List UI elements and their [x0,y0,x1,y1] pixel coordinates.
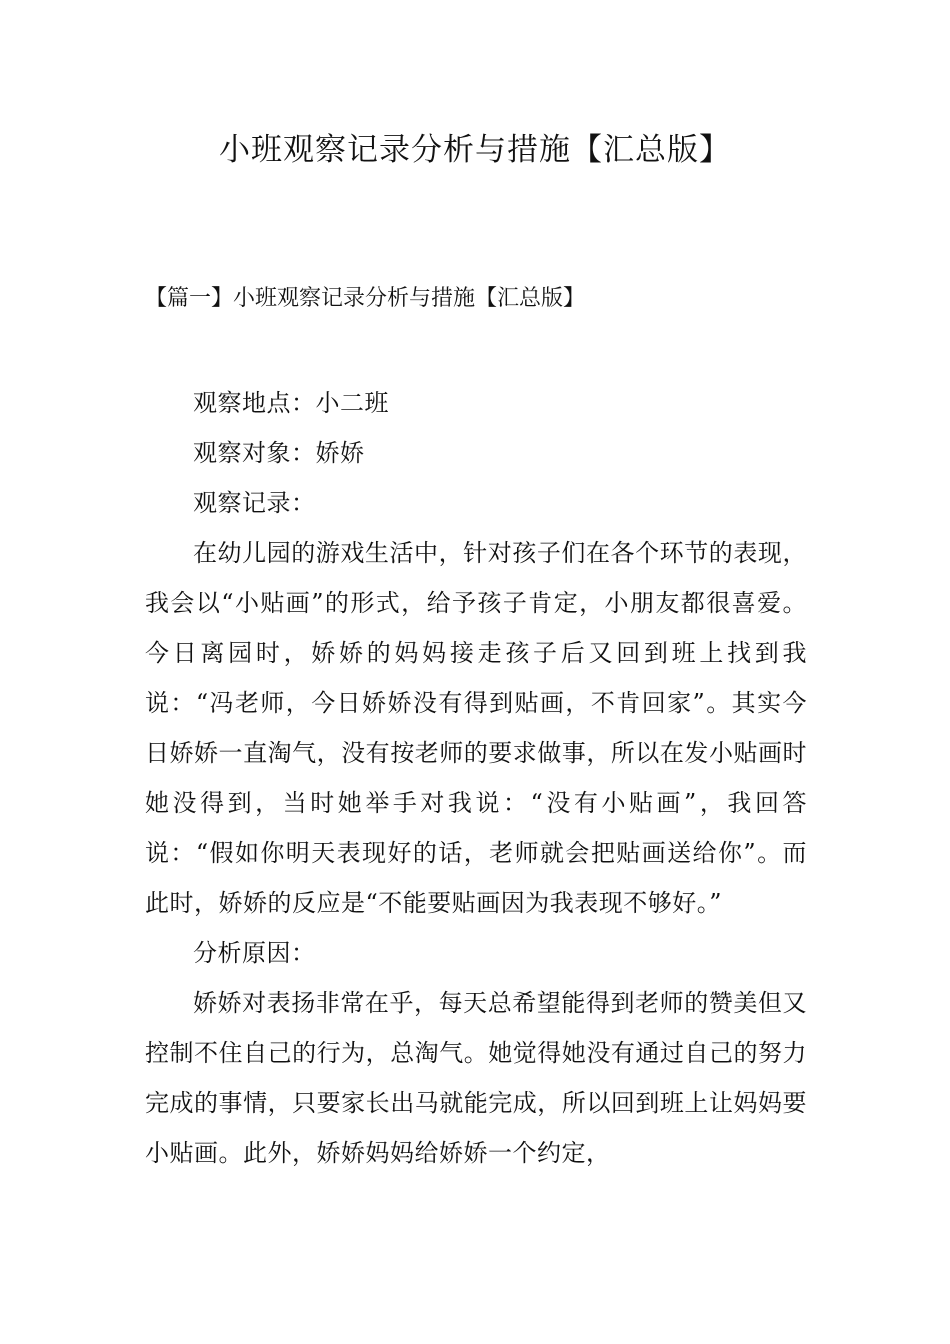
paragraph-record-heading: 观察记录： [193,489,316,517]
paragraph-record-body: 在幼儿园的游戏生活中，针对孩子们在各个环节的表现，我会以“小贴画”的形式，给予孩子肯定，小朋友都很喜爱。今日离园时，娇娇的妈妈接走孩子后又回到班上找到我说：“冯老师，今日娇娇没有得到贴画，不肯回家”。其实今日娇娇一直淘气，没有按老师的要求做事，所以在发小贴画时她没得到，当时她举手对我说：“没有小贴画”，我回答说：“假如你明天表现好的话，老师就会把贴画送给你”。而此时，娇娇的反应是“不能要贴画因为我表现不够好。” [145,539,807,917]
paragraph-analysis-heading: 分析原因： [193,939,316,967]
document-body [145,378,807,1178]
document-title: 小班观察记录分析与措施【汇总版】 [219,132,731,168]
section-heading: 【篇一】小班观察记录分析与措施【汇总版】 [145,286,586,311]
paragraph-analysis-body: 娇娇对表扬非常在乎，每天总希望能得到老师的赞美但又控制不住自己的行为，总淘气。她觉得她没有通过自己的努力完成的事情，只要家长出马就能完成，所以回到班上让妈妈要小贴画。此外，娇娇妈妈给娇娇一个约定， [145,989,807,1167]
paragraph-location: 观察地点：小二班 [193,389,389,417]
paragraph-subject: 观察对象：娇娇 [193,439,365,467]
